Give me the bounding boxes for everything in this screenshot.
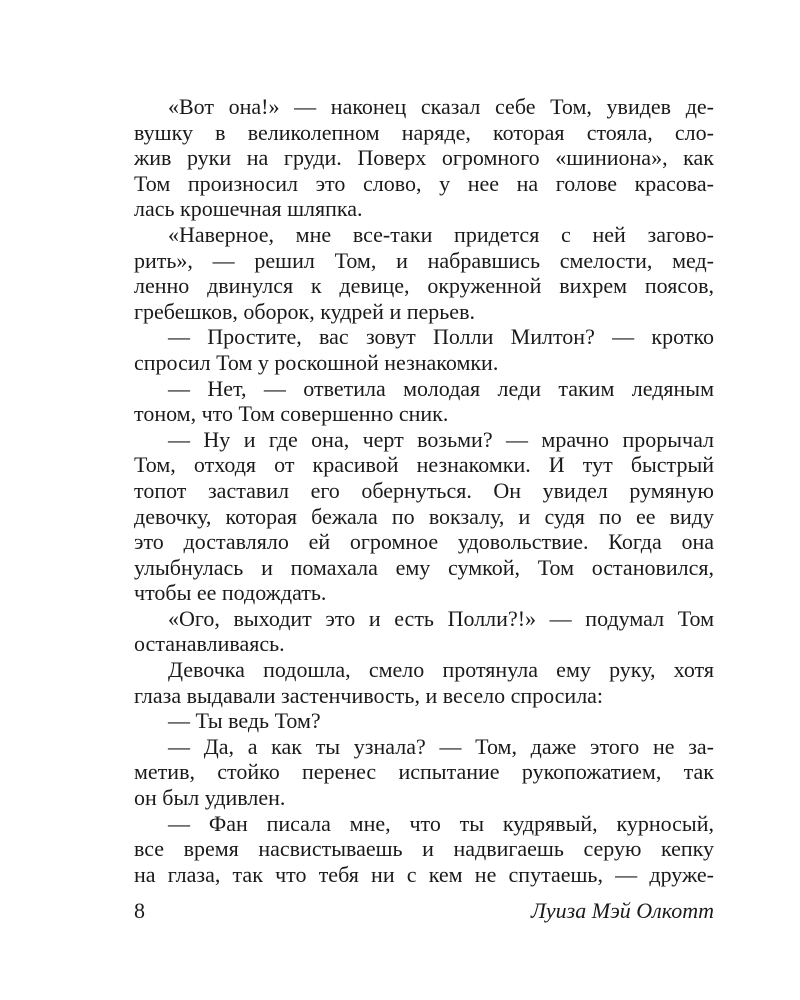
text-line: — Ты ведь Том? [168,708,321,734]
text-line: чтобы ее подождать. [134,580,327,606]
text-line: топот заставил его обернуться. Он увидел румяную [134,477,714,503]
text-line: на глаза, так что тебя ни с кем не спутаешь, — друже- [134,861,714,887]
text-line: Том, отходя от красивой незнакомки. И тут быстрый [134,452,714,478]
text-line: лась крошечная шляпка. [134,196,363,222]
text-line: — Да, а как ты узнала? — Том, даже этого не за- [168,733,714,759]
text-line: — Нет, — ответила молодая леди таким ледяным [168,375,714,401]
page-number: 8 [134,898,145,923]
text-line: девочку, которая бежала по вокзалу, и судя по ее виду [134,503,714,529]
text-line: это доставляло ей огромное удовольствие. Когда она [134,529,714,555]
text-line: останавливаясь. [134,631,285,657]
text-line: — Ну и где она, черт возьми? — мрачно прорычал [168,426,714,452]
text-line: «Наверное, мне все-таки придется с ней загово- [168,221,714,247]
text-line: он был удивлен. [134,785,286,811]
text-line: Том произносил это слово, у нее на голове красова- [134,170,714,196]
text-line: глаза выдавали застенчивость, и весело спросила: [134,682,604,708]
text-line: «Вот она!» — наконец сказал себе Том, увидев де- [168,94,714,119]
text-line: «Ого, выходит это и есть Полли?!» — подумал Том [168,605,714,631]
text-line: спросил Том у роскошной незнакомки. [134,349,499,375]
text-line: рить», — решил Том, и набравшись смелости, мед- [134,247,714,273]
text-line: жив руки на груди. Поверх огромного «шиниона», как [134,145,714,171]
text-line: улыбнулась и помахала ему сумкой, Том остановился, [134,554,714,580]
running-author: Луиза Мэй Олкотт [531,898,714,923]
text-line: тоном, что Том совершенно сник. [134,401,449,427]
text-line: ленно двинулся к девице, окруженной вихрем поясов, [134,273,714,299]
text-line: гребешков, оборок, кудрей и перьев. [134,298,475,324]
page-body [134,94,714,887]
text-line: — Фан писала мне, что ты кудрявый, курносый, [168,810,714,836]
text-line: метив, стойко перенес испытание рукопожатием, так [134,759,714,785]
text-line: — Простите, вас зовут Полли Милтон? — кротко [168,324,714,350]
page-footer [134,896,714,926]
text-line: Девочка подошла, смело протянула ему руку, хотя [168,657,714,683]
text-line: все время насвистываешь и надвигаешь серую кепку [134,836,714,862]
text-line: вушку в великолепном наряде, которая стояла, сло- [134,119,714,145]
